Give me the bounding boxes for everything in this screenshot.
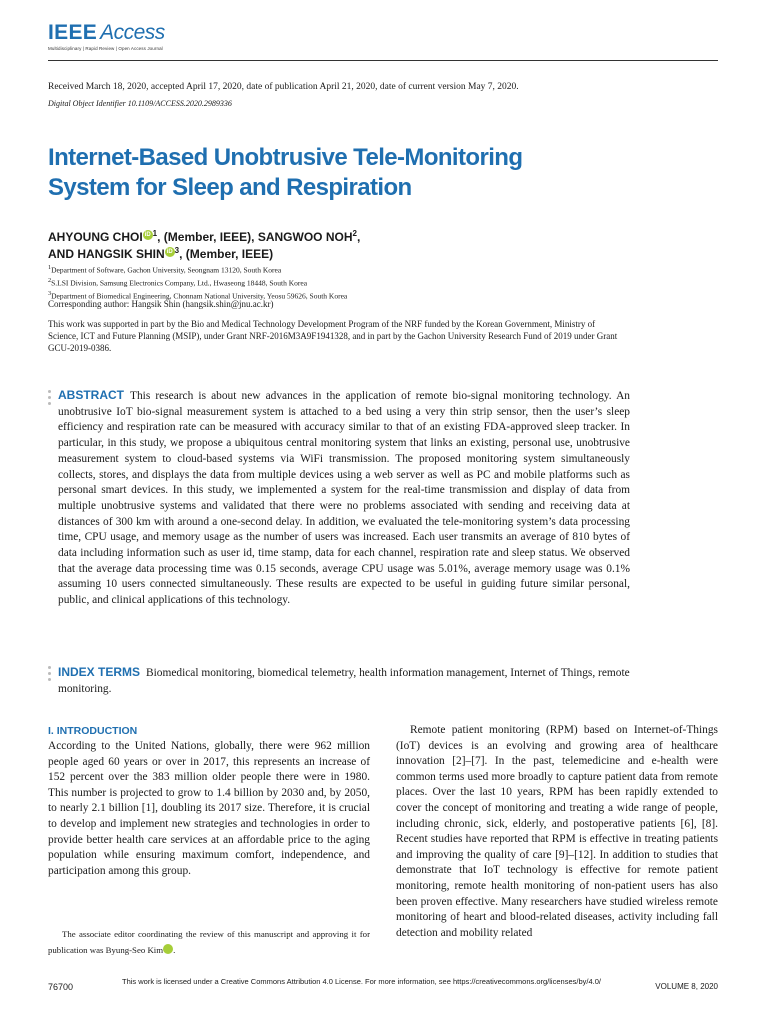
affiliation-text: Department of Software, Gachon University, Seongnam 13120, South Korea [51, 265, 282, 275]
affiliation-1 [48, 263, 347, 276]
affiliation-text: Department of Biomedical Engineering, Chonnam National University, Yeosu 59626, South Korea [51, 291, 348, 301]
left-column [48, 723, 370, 879]
right-column [396, 723, 718, 941]
paper-title-line-2: System for Sleep and Respiration [48, 174, 412, 201]
abstract [58, 388, 630, 609]
affiliation-number: 2 [48, 277, 52, 284]
journal-logo [48, 22, 165, 51]
license-statement[interactable]: This work is licensed under a Creative Commons Attribution 4.0 License. For more information, see https://creativecommons.org/licenses/by/4.0/ [122, 977, 601, 986]
author-line-1 [48, 229, 360, 246]
section-heading: I. INTRODUCTION [48, 725, 138, 737]
editor-note [48, 927, 370, 958]
index-terms-label: INDEX TERMS [58, 665, 141, 679]
intro-paragraph-right: Remote patient monitoring (RPM) based on Internet-of-Things (IoT) devices is an evolving and growing area of healthcare innovation [2]–[7]. In the past, telemedicine and e-health were common terms used more broadly to capture patient data from remote places. Over the last 10 years, RPM has been rapidly extended to cover the concept of monitoring and treating a wide range of people, including chronic, sick, elderly, and postoperative patients [6], [8]. Recent studies have reported that RPM is effective in treating patients and improving the quality of care [9]–[12]. In addition to studies that demonstrate that IoT technology is effective for remote patient monitoring, remote health monitoring of non-patient users has also been proven effective. Many researchers have studied wireless remote monitoring of heart and blood-related diseases, activity including fall detection and mobility related [396, 724, 718, 939]
author-list [48, 229, 360, 263]
author-name-3: AND HANGSIK SHIN [48, 247, 165, 261]
author-name-1: AHYOUNG CHOI [48, 230, 143, 244]
index-terms-text: Biomedical monitoring, biomedical telemetry, health information management, Internet of Things, remote monitoring. [58, 667, 630, 695]
journal-name-ieee: IEEE [48, 21, 98, 44]
author-line-2 [48, 246, 360, 263]
author-role-1: , (Member, IEEE), SANGWOO NOH [157, 230, 353, 244]
journal-name-access: Access [100, 21, 165, 44]
author-separator: , [356, 230, 361, 244]
intro-paragraph-left: According to the United Nations, globally, there were 962 million people aged 60 years or over in 2017, this represents an increase of 152 percent over the 383 million older people there were in 1980. This number is projected to grow to 1.4 billion by 2030 and, by 2050, to nearly 2.1 billion [1], doubling its 2017 size. Therefore, it is crucial to develop and implement new strategies and technologies in order to provide better health care services at an affordable price to the aging population while ensuring maximum comfort, independence, and participation among this group. [48, 740, 370, 877]
affiliations [48, 263, 347, 302]
orcid-icon[interactable]: iD [166, 249, 173, 255]
abstract-text: This research is about new advances in the application of remote bio-signal monitoring technology. An unobtrusive IoT bio-signal measurement system is attached to a bed using a very thin strip sensor, then the user’s sleep efficiency and respiration rate can be measured with accuracy similar to that of an existing FDA-approved sleep tracker. In particular, in this study, we propose a ubiquitous central monitoring system that links an existing, personal use, unobtrusive measurement system to cloud-based systems via WiFi transmission. The proposed monitoring system simultaneously collects, stores, and displays the data from multiple devices using a web server as well as PC and mobile platforms such as personal smart devices. In this study, we implemented a system for the real-time transmission and display of data from multiple unobtrusive systems and validated that there were no problems associated with sending and receiving data at distances of 300 km with around a one-second delay. In addition, we evaluated the tele-monitoring system’s data processing time, CPU usage, and memory usage as the number of users was increased. Each user transmits an average of 810 bytes of data including information such as user id, time stamp, data for each channel, respiration rate and sleep status. We observed that the average data processing time was 0.15 seconds, average CPU usage was 5.01%, average memory usage was 0.1% assuming 10 users connected simultaneously. These results are expected to be useful in guiding future similar personal, public, and clinical applications of this technology. [58, 390, 630, 607]
journal-tagline: Multidisciplinary | Rapid Review | Open Access Journal [48, 46, 163, 51]
received-dates: Received March 18, 2020, accepted April 17, 2020, date of publication April 21, 2020, date of current version May 7, 2020. [48, 82, 519, 92]
affiliation-2 [48, 276, 347, 289]
author-sup-1: 1 [152, 229, 158, 238]
editor-note-end: . [173, 944, 176, 955]
abstract-label: ABSTRACT [58, 388, 124, 402]
orcid-icon[interactable]: iD [144, 232, 151, 238]
volume-label: VOLUME 8, 2020 [655, 982, 718, 991]
author-sup-2: 2 [352, 229, 357, 238]
author-role-3: , (Member, IEEE) [179, 247, 274, 261]
abstract-dots-icon [48, 390, 54, 408]
page-number: 76700 [48, 982, 74, 992]
author-sup-3: 3 [174, 246, 180, 255]
funding-statement: This work was supported in part by the Bio and Medical Technology Development Program of the NRF funded by the Korean Government, Ministry of Science, ICT and Future Planning (MSIP), under Grant NRF-2016M3A9F1941328, and in part by the Gachon University Research Fund of 2019 under Grant GCU-2019-0386. [48, 319, 618, 354]
index-terms [58, 665, 638, 697]
corresponding-author: Corresponding author: Hangsik Shin (hangsik.shin@jnu.ac.kr) [48, 299, 274, 309]
journal-name [48, 22, 165, 44]
header-rule [48, 60, 718, 61]
affiliation-text: S.LSI Division, Samsung Electronics Company, Ltd., Hwaseong 18448, South Korea [51, 278, 308, 288]
editor-note-text: The associate editor coordinating the review of this manuscript and approving it for publication was Byung-Seo Kim [48, 929, 370, 955]
doi-line: Digital Object Identifier 10.1109/ACCESS.2020.2989336 [48, 99, 232, 108]
paper-title [48, 143, 718, 203]
affiliation-number: 1 [48, 264, 52, 271]
orcid-icon[interactable]: iD [163, 944, 173, 954]
index-terms-dots-icon [48, 666, 54, 684]
paper-title-line-1: Internet-Based Unobtrusive Tele-Monitoring [48, 144, 523, 171]
affiliation-number: 3 [48, 290, 52, 297]
